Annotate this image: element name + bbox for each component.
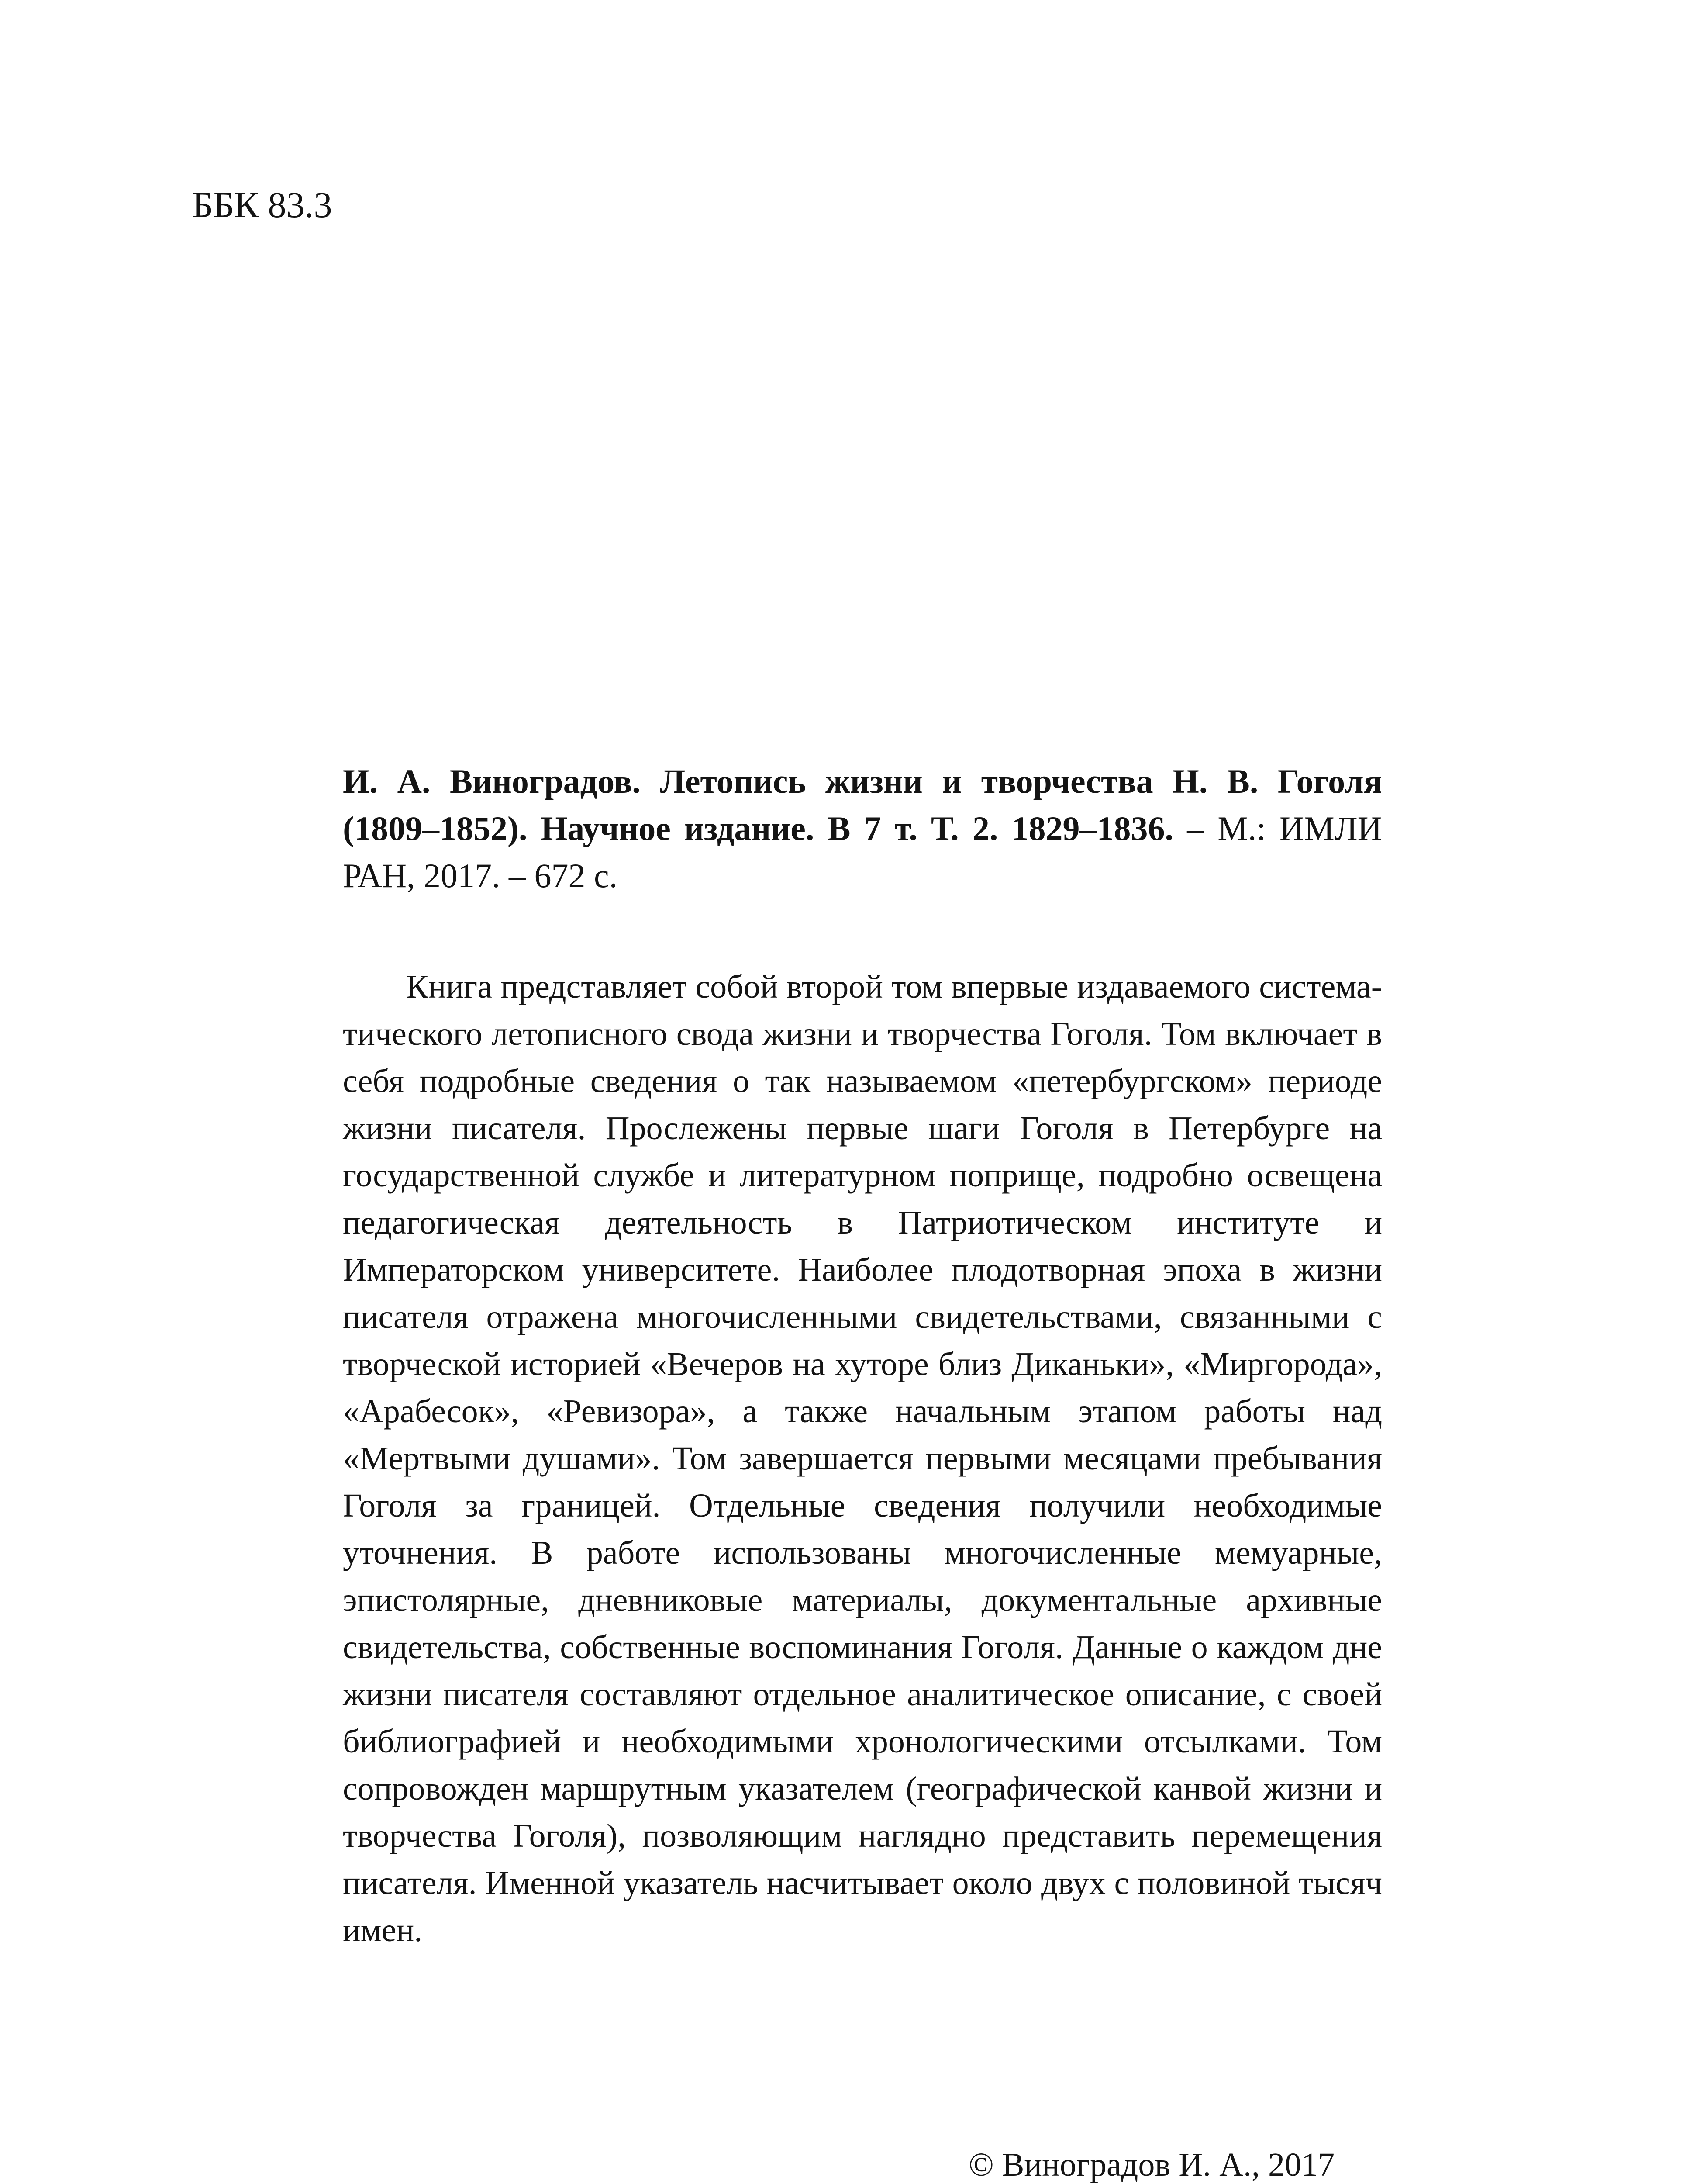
copyright-line: © Виноградов И. А., 2017	[969, 2146, 1335, 2183]
bbk-code: ББК 83.3	[192, 185, 332, 225]
citation-publisher: – М.: ИМЛИ РАН, 2017. – 672 с.	[343, 809, 1382, 895]
copyright-block	[969, 2143, 1531, 2184]
citation-author-title: И. А. Виноградов. Летопись жизни и творчества Н. В. Гоголя (1809–1852). Научное издание. В 7 т. Т. 2. 1829–1836.	[343, 762, 1382, 847]
annotation-paragraph: Книга представляет собой второй том впервые издаваемого систематического летописного свода жизни и творчества Гоголя. Том включает в себя подробные сведения о так называемом «петербургском» периоде жизни писателя. Прослежены первые шаги Гоголя в Петербурге на государственной службе и литературном поприще, подробно освещена педагогическая деятельность в Патриотическом институте и Императорском университете. Наиболее плодотворная эпоха в жизни писателя отражена многочисленными свидетельствами, связанными с творческой историей «Вечеров на хуторе близ Диканьки», «Миргорода», «Арабесок», «Ревизора», а также начальным этапом работы над «Мертвыми душами». Том завершается первыми месяцами пребывания Гоголя за границей. Отдельные сведения получили необходимые уточнения. В работе использованы многочисленные мемуарные, эпистолярные, дневниковые материалы, документальные архивные свидетельства, собственные воспоминания Гоголя. Данные о каждом дне жизни писателя составляют отдельное аналитическое описание, с своей библиографией и необходимыми хронологическими отсылками. Том сопровожден маршрутным указателем (географической канвой жизни и творчества Гоголя), позволяющим наглядно представить перемещения писателя. Именной указатель насчитывает около двух с половиной тысяч имен.	[343, 968, 1382, 1949]
bibliographic-citation	[343, 758, 1382, 899]
